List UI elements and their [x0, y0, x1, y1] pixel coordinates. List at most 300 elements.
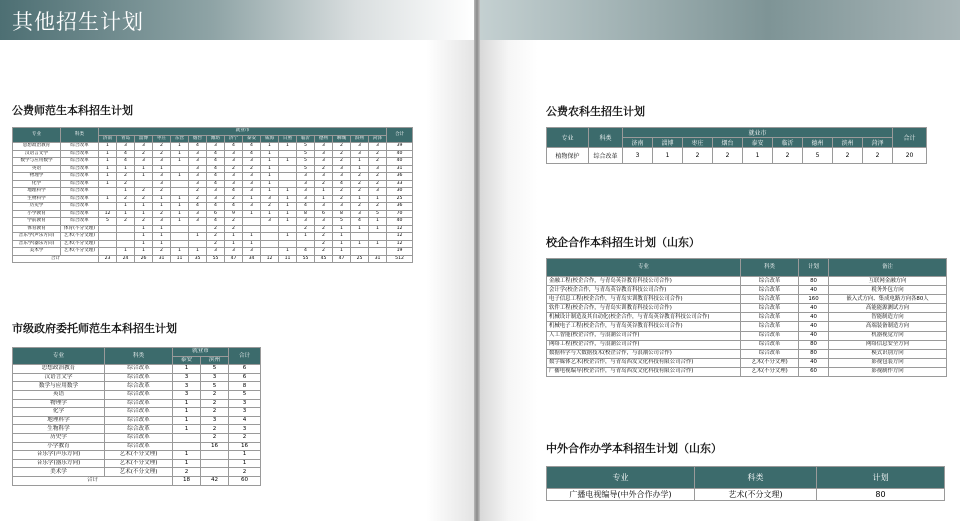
cell-value: 1	[369, 195, 387, 203]
cell-major: 地理科学	[13, 416, 105, 425]
cell-value: 4	[243, 143, 261, 151]
cell-value: 2	[153, 143, 171, 151]
cell-major: 思想政治教育	[13, 365, 105, 374]
cell-plan: 40	[799, 322, 829, 331]
cell-major: 英语	[13, 390, 105, 399]
cell-value: 3	[315, 150, 333, 158]
cell-major: 物理学	[13, 173, 61, 181]
cell-type: 综合改革	[741, 331, 799, 340]
cell-total: 3	[229, 425, 261, 434]
cell-total: 70	[387, 210, 413, 218]
cell-value: 4	[225, 143, 243, 151]
cell-type: 艺术(不分文理)	[695, 489, 817, 501]
cell-type: 综合改革	[105, 390, 173, 399]
cell-total: 3	[229, 408, 261, 417]
cell-type: 艺术(不分文理)	[61, 233, 99, 241]
cell-note: 税务外包方向	[829, 286, 947, 295]
cell-value: 1	[279, 218, 297, 226]
table-row	[13, 416, 261, 425]
header-total: 合计	[893, 128, 927, 148]
page-title: 其他招生计划	[12, 10, 144, 34]
cell-value: 3	[623, 148, 653, 164]
cell-value	[135, 180, 153, 188]
table-row	[13, 240, 413, 248]
cell-type: 艺术(不分文理)	[61, 240, 99, 248]
cell-plan: 40	[799, 313, 829, 322]
cell-value: 1	[243, 210, 261, 218]
cell-value: 3	[135, 143, 153, 151]
cell-value	[279, 225, 297, 233]
header-city: 青岛	[117, 135, 135, 143]
cell-value: 2	[351, 173, 369, 181]
cell-value: 4	[297, 203, 315, 211]
cell-note: 影视制作方向	[829, 367, 947, 376]
table-row	[13, 373, 261, 382]
cell-value: 2	[153, 210, 171, 218]
cell-value: 1	[279, 203, 297, 211]
cell-value: 1	[99, 143, 117, 151]
cell-value: 3	[333, 165, 351, 173]
cell-value: 4	[333, 180, 351, 188]
cell-value	[243, 225, 261, 233]
cell-value: 3	[351, 210, 369, 218]
cell-type: 综合改革	[589, 148, 623, 164]
cell-plan: 40	[799, 286, 829, 295]
cell-value: 2	[201, 399, 229, 408]
cell-value: 5	[201, 382, 229, 391]
cell-note: 嵌入式方向、集成电路方向各80人	[829, 295, 947, 304]
cell-value: 3	[189, 173, 207, 181]
cell-value: 3	[189, 218, 207, 226]
cell-value: 1	[315, 188, 333, 196]
cell-note: 影视包装方向	[829, 358, 947, 367]
table-row	[13, 399, 261, 408]
cell-value: 2	[207, 225, 225, 233]
cell-value	[99, 188, 117, 196]
cell-value: 16	[201, 442, 229, 451]
header-city: 菏泽	[369, 135, 387, 143]
header-type: 科类	[61, 128, 99, 143]
cell-value: 1	[243, 233, 261, 241]
cell-type: 综合改革	[61, 188, 99, 196]
cell-value: 2	[243, 165, 261, 173]
cell-value: 1	[243, 195, 261, 203]
cell-plan: 80	[799, 277, 829, 286]
header-major: 专业	[13, 348, 105, 365]
cell-value: 2	[315, 240, 333, 248]
cell-total: 55	[297, 255, 315, 263]
cell-value: 5	[99, 218, 117, 226]
cell-value: 2	[153, 248, 171, 256]
cell-value: 1	[99, 173, 117, 181]
header-city: 泰安	[173, 356, 201, 365]
cell-value: 4	[207, 180, 225, 188]
cell-value: 1	[135, 248, 153, 256]
cell-total: 24	[117, 255, 135, 263]
cell-value	[279, 180, 297, 188]
cell-value: 4	[207, 150, 225, 158]
header-city: 聊城	[333, 135, 351, 143]
cell-value: 1	[153, 165, 171, 173]
cell-value	[99, 203, 117, 211]
table-row	[13, 451, 261, 460]
cell-value: 3	[173, 382, 201, 391]
cell-value: 2	[351, 180, 369, 188]
cell-value	[171, 180, 189, 188]
cell-value: 1	[279, 248, 297, 256]
cell-value: 1	[333, 233, 351, 241]
header-plan: 计划	[799, 259, 829, 277]
cell-type: 综合改革	[105, 408, 173, 417]
total-row	[13, 476, 261, 485]
cell-value: 1	[171, 248, 189, 256]
cell-value: 2	[135, 150, 153, 158]
cell-major: 金融工程(校企合作，与青岛英谷教育科技公司合作)	[547, 277, 741, 286]
cell-value: 1	[135, 240, 153, 248]
cell-value	[99, 240, 117, 248]
cell-value: 1	[743, 148, 773, 164]
cell-type: 艺术(不分文理)	[61, 248, 99, 256]
table-row	[13, 203, 413, 211]
cell-major: 数学与应用数学	[13, 382, 105, 391]
cell-value: 2	[201, 433, 229, 442]
cell-value: 1	[261, 165, 279, 173]
cell-value: 2	[315, 165, 333, 173]
table-row	[13, 143, 413, 151]
cell-total: 2	[229, 468, 261, 477]
cell-value	[201, 468, 229, 477]
cell-value: 1	[279, 210, 297, 218]
cell-major: 机械设计制造及其自动化(校企合作，与青岛英谷教育科技公司合作)	[547, 313, 741, 322]
cell-major: 历史学	[13, 203, 61, 211]
table-row	[13, 150, 413, 158]
cell-value: 1	[351, 165, 369, 173]
city-plan-table	[12, 347, 261, 486]
cell-value: 3	[369, 188, 387, 196]
cell-type: 艺术(不分文理)	[741, 367, 799, 376]
cell-value	[351, 233, 369, 241]
cell-major: 音乐学(声乐方向)	[13, 451, 105, 460]
cell-major: 人工智能(校企合作，与浪潮公司合作)	[547, 331, 741, 340]
cell-type: 综合改革	[105, 433, 173, 442]
cell-value: 3	[243, 188, 261, 196]
cell-total: 11	[171, 255, 189, 263]
cell-value: 2	[207, 233, 225, 241]
cell-value: 3	[297, 195, 315, 203]
cell-value: 3	[207, 143, 225, 151]
cell-value: 1	[173, 365, 201, 374]
total-label: 合计	[13, 476, 173, 485]
cell-value: 1	[135, 233, 153, 241]
cell-value: 2	[369, 173, 387, 181]
cell-value: 3	[315, 143, 333, 151]
cell-value	[201, 451, 229, 460]
cell-type: 综合改革	[105, 373, 173, 382]
cell-value	[369, 233, 387, 241]
cell-value: 2	[189, 195, 207, 203]
table-row	[13, 188, 413, 196]
cell-value: 2	[173, 468, 201, 477]
cell-total: 11	[279, 255, 297, 263]
cell-total: 47	[333, 255, 351, 263]
cell-value: 3	[225, 158, 243, 166]
total-row	[13, 255, 413, 263]
cell-value: 3	[297, 218, 315, 226]
cell-value: 2	[369, 150, 387, 158]
header-major: 专业	[547, 128, 589, 148]
header-city: 淄博	[653, 138, 683, 148]
cell-value: 4	[189, 143, 207, 151]
header-city: 菏泽	[863, 138, 893, 148]
header-city: 滨州	[201, 356, 229, 365]
cell-value: 1	[225, 233, 243, 241]
cell-value: 4	[225, 203, 243, 211]
cell-value	[171, 165, 189, 173]
cell-major: 小学教育	[13, 210, 61, 218]
cell-value: 2	[135, 195, 153, 203]
cell-value: 1	[333, 240, 351, 248]
cell-total: 36	[387, 173, 413, 181]
cell-total: 60	[229, 476, 261, 485]
table-row	[13, 165, 413, 173]
cell-value: 1	[261, 180, 279, 188]
header-city: 济南	[623, 138, 653, 148]
cell-total: 35	[189, 255, 207, 263]
table-row	[13, 459, 261, 468]
cell-note: 网络信息安全方向	[829, 340, 947, 349]
cell-value: 1	[171, 203, 189, 211]
cell-total: 31	[387, 165, 413, 173]
cell-total: 25	[387, 195, 413, 203]
cell-value: 2	[297, 225, 315, 233]
cell-value	[99, 248, 117, 256]
cell-value: 2	[201, 390, 229, 399]
cell-value: 4	[243, 150, 261, 158]
cell-value: 2	[315, 233, 333, 241]
cell-major: 化学	[13, 408, 105, 417]
cell-value: 1	[279, 158, 297, 166]
table-row	[13, 158, 413, 166]
cell-value: 3	[333, 173, 351, 181]
cell-plan: 40	[799, 358, 829, 367]
cell-value: 5	[369, 210, 387, 218]
cell-total: 23	[99, 255, 117, 263]
cell-value: 3	[225, 173, 243, 181]
cell-value: 1	[297, 233, 315, 241]
cell-major: 软件工程(校企合作，与青岛实训教育科技公司合作)	[547, 304, 741, 313]
header-major: 专业	[547, 259, 741, 277]
table-row	[547, 340, 947, 349]
cell-total: 16	[229, 442, 261, 451]
enterprise-plan-table	[546, 258, 947, 377]
cell-total: 3	[229, 399, 261, 408]
cell-total: 6	[229, 373, 261, 382]
header-city: 临沂	[773, 138, 803, 148]
cell-value	[279, 150, 297, 158]
cell-value: 5	[297, 165, 315, 173]
cell-major: 会计学(校企合作，与青岛英谷教育科技公司合作)	[547, 286, 741, 295]
cell-type: 综合改革	[61, 150, 99, 158]
cell-value: 2	[117, 180, 135, 188]
cell-total: 20	[893, 148, 927, 164]
cell-major: 美术学	[13, 248, 61, 256]
header-city: 烟台	[189, 135, 207, 143]
header-note: 备注	[829, 259, 947, 277]
cell-total: 6	[229, 365, 261, 374]
cell-value: 2	[189, 188, 207, 196]
cell-value: 3	[189, 165, 207, 173]
cell-value	[117, 240, 135, 248]
cell-plan: 80	[799, 340, 829, 349]
cell-type: 综合改革	[61, 158, 99, 166]
table-row	[547, 489, 945, 501]
cell-total: 33	[387, 180, 413, 188]
header-city: 枣庄	[683, 138, 713, 148]
cell-total: 31	[153, 255, 171, 263]
cell-value: 1	[173, 451, 201, 460]
cell-value: 1	[189, 248, 207, 256]
cell-total: 42	[201, 476, 229, 485]
cell-total: 12	[387, 233, 413, 241]
cell-value: 2	[333, 158, 351, 166]
cell-value: 4	[207, 158, 225, 166]
table-row	[13, 248, 413, 256]
table-row	[13, 180, 413, 188]
cell-plan: 160	[799, 295, 829, 304]
title-banner	[0, 0, 474, 40]
cell-value	[261, 248, 279, 256]
cell-value: 4	[117, 150, 135, 158]
table-row	[13, 442, 261, 451]
cell-value: 2	[333, 195, 351, 203]
cell-value: 1	[171, 210, 189, 218]
cell-value: 1	[333, 248, 351, 256]
cell-value: 3	[261, 195, 279, 203]
cell-value: 2	[207, 240, 225, 248]
table-row	[547, 313, 947, 322]
total-label: 合计	[13, 255, 99, 263]
table-row	[547, 367, 947, 376]
cell-value: 5	[201, 365, 229, 374]
cell-value: 1	[225, 240, 243, 248]
cell-type: 综合改革	[105, 365, 173, 374]
cell-total: 55	[207, 255, 225, 263]
header-city: 淄博	[135, 135, 153, 143]
cell-total: 19	[387, 248, 413, 256]
cell-value	[171, 188, 189, 196]
header-total: 合计	[387, 128, 413, 143]
table-row	[13, 218, 413, 226]
cell-value: 3	[243, 173, 261, 181]
cell-major: 广播电视编导(中外合作办学)	[547, 489, 695, 501]
cell-type: 综合改革	[61, 203, 99, 211]
cell-value: 3	[189, 158, 207, 166]
cell-value	[99, 225, 117, 233]
header-total: 合计	[229, 348, 261, 365]
cell-value: 3	[315, 218, 333, 226]
cell-value: 1	[261, 173, 279, 181]
cell-type: 综合改革	[105, 399, 173, 408]
table-row	[13, 225, 413, 233]
cell-value: 3	[297, 173, 315, 181]
cell-value	[261, 233, 279, 241]
table-row	[13, 433, 261, 442]
cell-value: 1	[279, 143, 297, 151]
cell-major: 网络工程(校企合作，与浪潮公司合作)	[547, 340, 741, 349]
cell-value: 2	[225, 225, 243, 233]
cell-type: 综合改革	[741, 340, 799, 349]
cell-value: 3	[117, 143, 135, 151]
cell-value: 1	[173, 408, 201, 417]
header-city: 威海	[261, 135, 279, 143]
table-row	[13, 233, 413, 241]
cell-value: 2	[117, 173, 135, 181]
cell-value: 1	[135, 203, 153, 211]
table-row	[13, 390, 261, 399]
cell-value: 1	[173, 399, 201, 408]
cell-value: 3	[315, 173, 333, 181]
table-row	[13, 382, 261, 391]
cell-value: 1	[351, 195, 369, 203]
header-city-group: 就业市	[99, 128, 387, 136]
cell-value: 8	[333, 210, 351, 218]
cell-type: 综合改革	[741, 313, 799, 322]
cell-major: 体育教育	[13, 225, 61, 233]
cell-value: 1	[369, 240, 387, 248]
cell-value: 1	[153, 225, 171, 233]
cell-type: 艺术(不分文理)	[105, 459, 173, 468]
cell-value	[117, 225, 135, 233]
cell-value: 3	[153, 180, 171, 188]
cell-value: 2	[369, 158, 387, 166]
cell-total: 12	[387, 240, 413, 248]
header-city-group: 就业市	[623, 128, 893, 138]
cell-value: 5	[297, 143, 315, 151]
left-page	[0, 0, 474, 521]
header-city: 潍坊	[207, 135, 225, 143]
header-city: 济南	[99, 135, 117, 143]
grand-total: 512	[387, 255, 413, 263]
cell-value	[189, 225, 207, 233]
cell-value: 1	[243, 240, 261, 248]
cell-value: 3	[207, 248, 225, 256]
cell-major: 物理学	[13, 399, 105, 408]
cell-value: 1	[653, 148, 683, 164]
table-row	[547, 322, 947, 331]
cell-value: 2	[315, 248, 333, 256]
header-city: 烟台	[713, 138, 743, 148]
cell-value: 3	[201, 416, 229, 425]
cell-type: 综合改革	[741, 286, 799, 295]
cell-value: 3	[201, 373, 229, 382]
cell-value: 1	[189, 233, 207, 241]
cell-value: 3	[225, 248, 243, 256]
table-row	[13, 195, 413, 203]
cell-value: 2	[153, 150, 171, 158]
cell-value: 1	[117, 248, 135, 256]
section-title-teacher-plan: 公费师范生本科招生计划	[12, 104, 133, 117]
cell-major: 数据科学与大数据技术(校企合作，与浪潮公司合作)	[547, 349, 741, 358]
cell-value	[201, 459, 229, 468]
table-row	[547, 304, 947, 313]
cell-plan: 60	[799, 367, 829, 376]
cell-value: 3	[351, 143, 369, 151]
cell-value: 6	[207, 210, 225, 218]
cell-total: 4	[229, 416, 261, 425]
cell-total: 2	[229, 433, 261, 442]
cell-value: 2	[201, 425, 229, 434]
cell-major: 电子信息工程(校企合作，与青岛实训教育科技公司合作)	[547, 295, 741, 304]
